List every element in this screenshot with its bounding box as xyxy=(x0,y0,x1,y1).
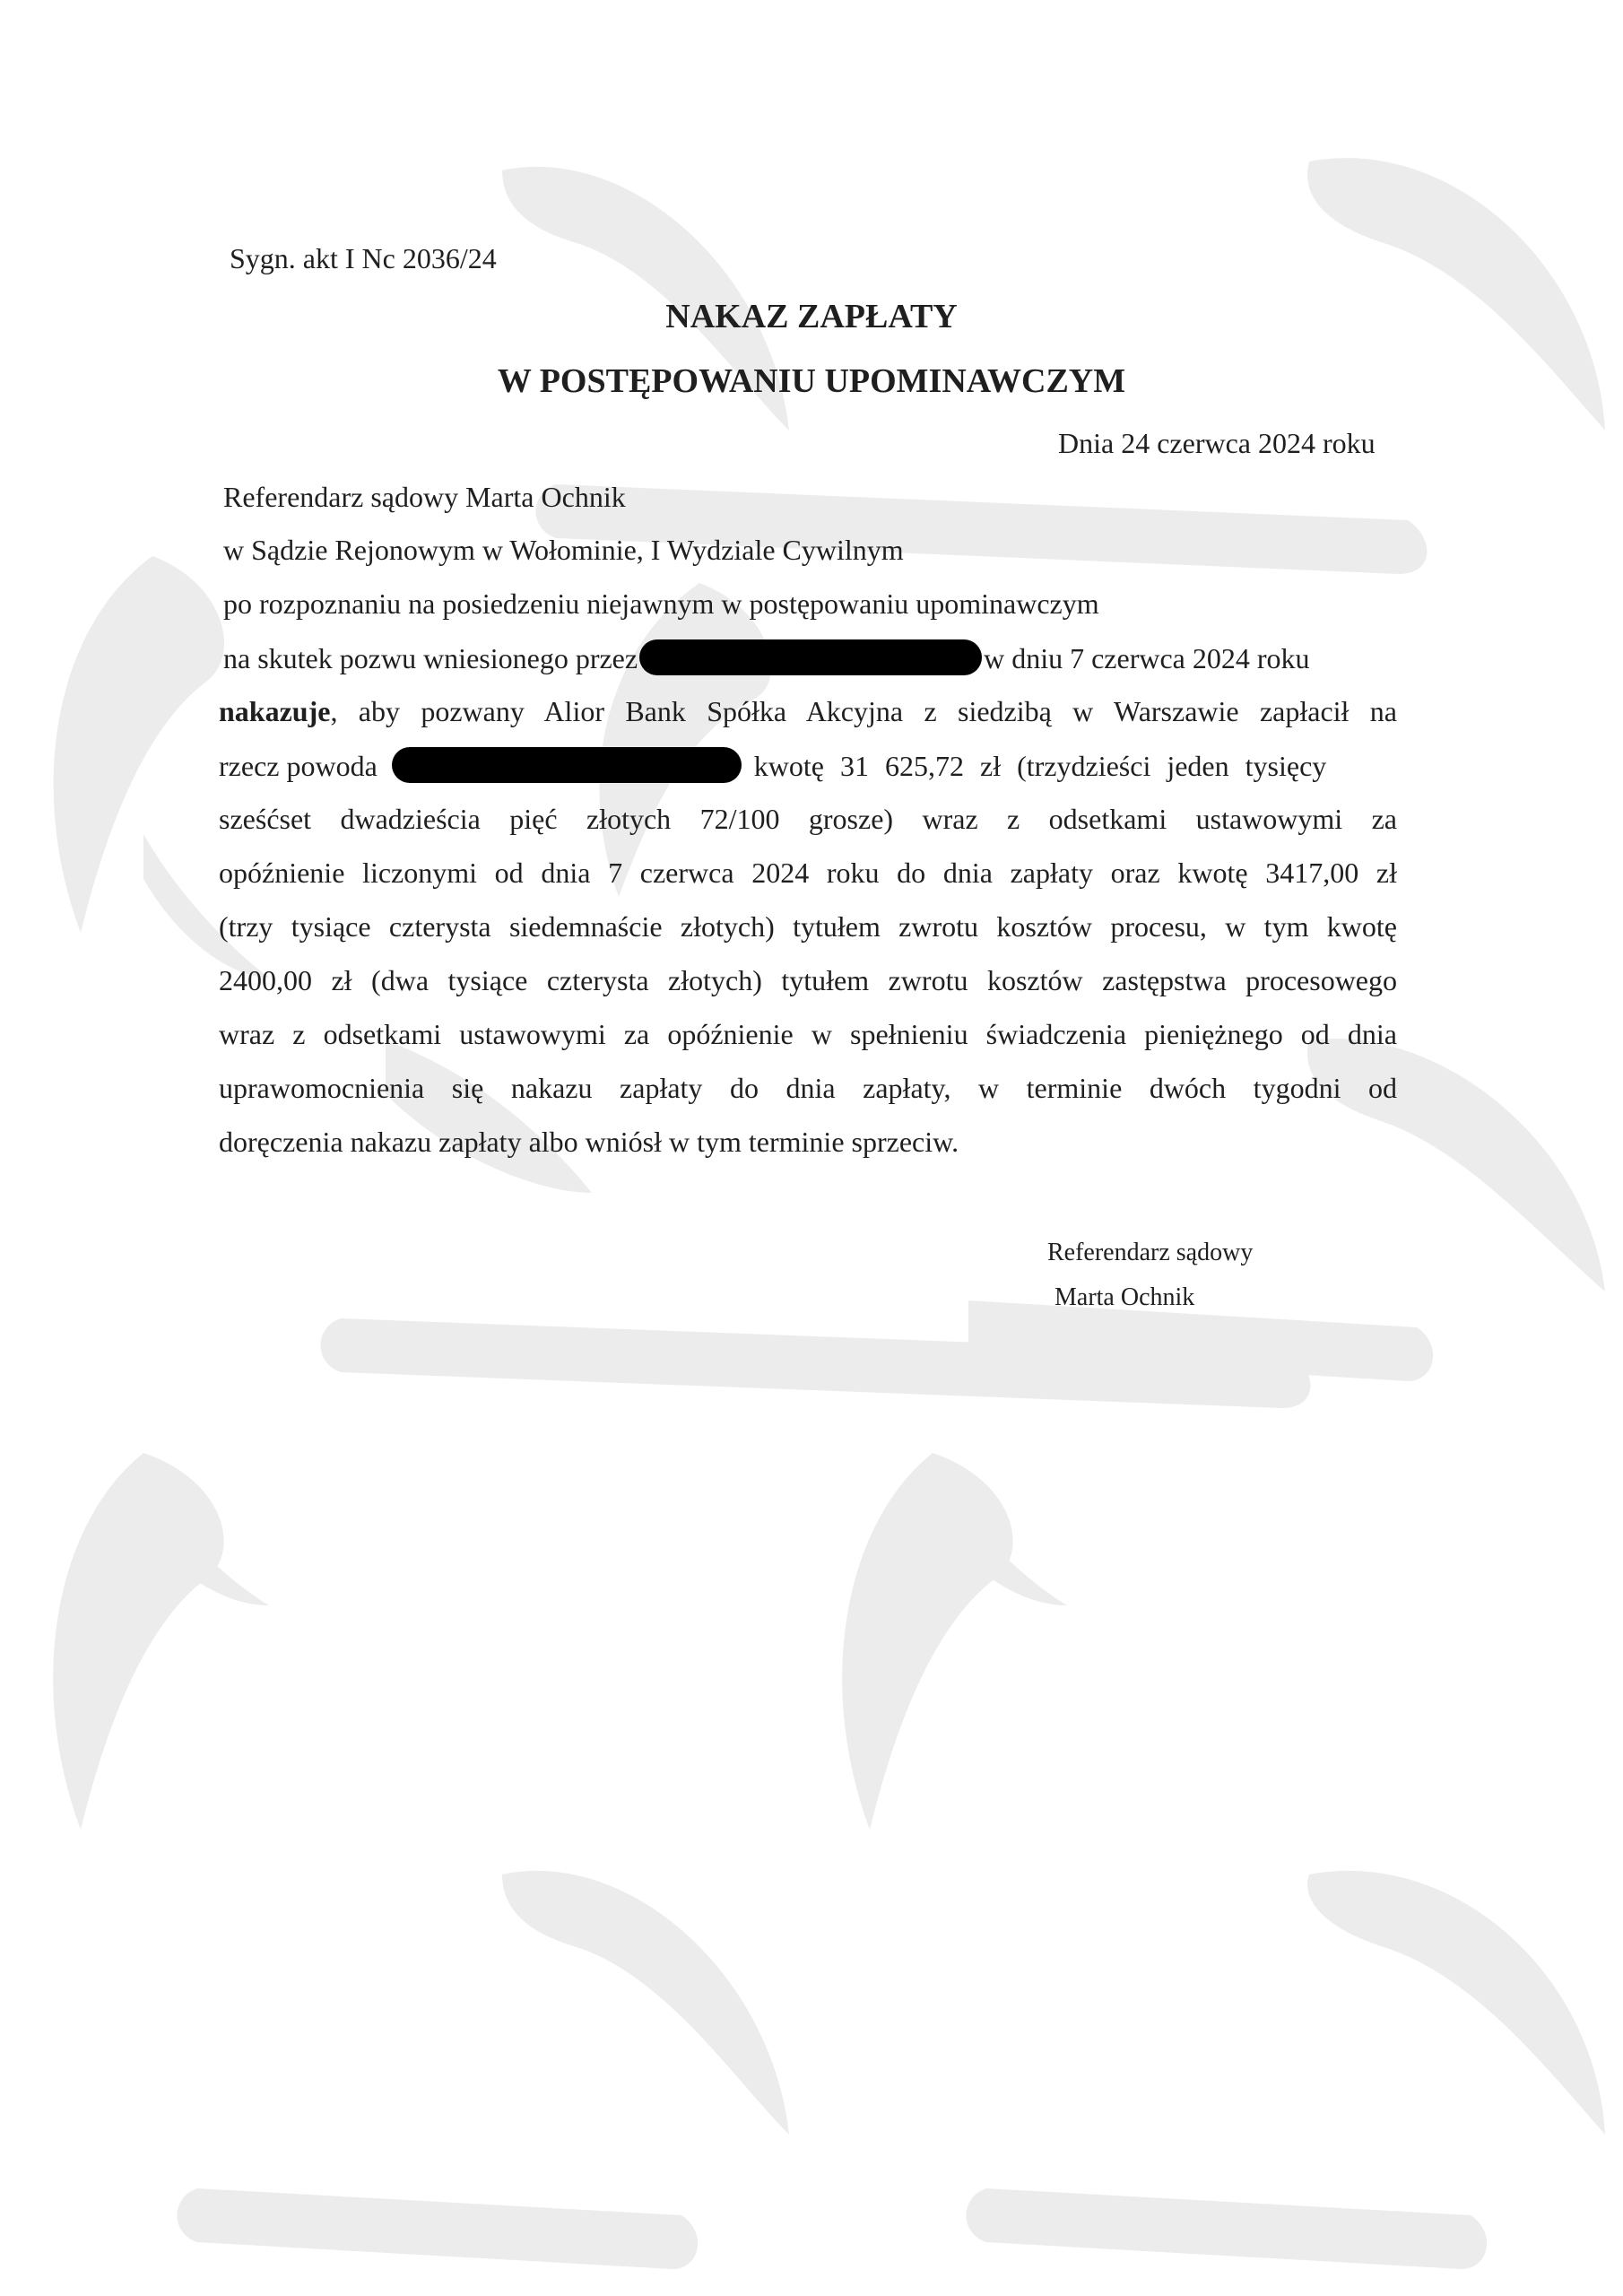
signature-role: Referendarz sądowy xyxy=(1047,1239,1254,1266)
intro-line-4 xyxy=(223,639,1310,676)
document-date: Dnia 24 czerwca 2024 roku xyxy=(1058,427,1376,459)
body-line-2 xyxy=(219,747,1397,784)
intro-line-4-before: na skutek pozwu wniesionego przez xyxy=(223,642,638,674)
body-line-1-rest: , aby pozwany Alior Bank Spółka Akcyjna z siedzibą w Warszawie zapłacił na xyxy=(330,695,1397,727)
body-line-2-before: rzecz powoda xyxy=(219,750,378,782)
intro-line-2: w Sądzie Rejonowym w Wołominie, I Wydziale Cywilnym xyxy=(223,534,904,566)
body-line-2-after: kwotę 31 625,72 zł (trzydzieści jeden tysięcy xyxy=(753,750,1327,782)
body-line-7: wraz z odsetkami ustawowymi za opóźnienie w spełnieniu świadczenia pieniężnego od dnia xyxy=(219,1018,1397,1050)
document-title: NAKAZ ZAPŁATY xyxy=(665,298,958,335)
body-line-6: 2400,00 zł (dwa tysiące czterysta złotych) tytułem zwrotu kosztów zastępstwa procesowego xyxy=(219,964,1397,996)
body-line-5: (trzy tysiące czterysta siedemnaście złotych) tytułem zwrotu kosztów procesu, w tym kwotę xyxy=(219,910,1397,943)
intro-line-4-after: w dniu 7 czerwca 2024 roku xyxy=(984,642,1310,674)
intro-line-1: Referendarz sądowy Marta Ochnik xyxy=(223,481,626,513)
redaction-mark xyxy=(639,639,982,675)
nakazuje-word: nakazuje xyxy=(219,695,331,727)
intro-line-3: po rozpoznaniu na posiedzeniu niejawnym w postępowaniu upominawczym xyxy=(223,587,1099,620)
body-line-1 xyxy=(219,693,1397,729)
body-line-4: opóźnienie liczonymi od dnia 7 czerwca 2024 roku do dnia zapłaty oraz kwotę 3417,00 zł xyxy=(219,857,1397,889)
redaction-mark xyxy=(392,747,742,783)
document-subtitle: W POSTĘPOWANIU UPOMINAWCZYM xyxy=(497,362,1126,400)
signature-name: Marta Ochnik xyxy=(1055,1283,1195,1311)
body-line-9: doręczenia nakazu zapłaty albo wniósł w tym terminie sprzeciw. xyxy=(219,1126,959,1158)
case-number: Sygn. akt I Nc 2036/24 xyxy=(230,242,497,274)
body-line-3: sześćset dwadzieścia pięć złotych 72/100 grosze) wraz z odsetkami ustawowymi za xyxy=(219,803,1397,835)
body-line-8: uprawomocnienia się nakazu zapłaty do dnia zapłaty, w terminie dwóch tygodni od xyxy=(219,1072,1397,1104)
